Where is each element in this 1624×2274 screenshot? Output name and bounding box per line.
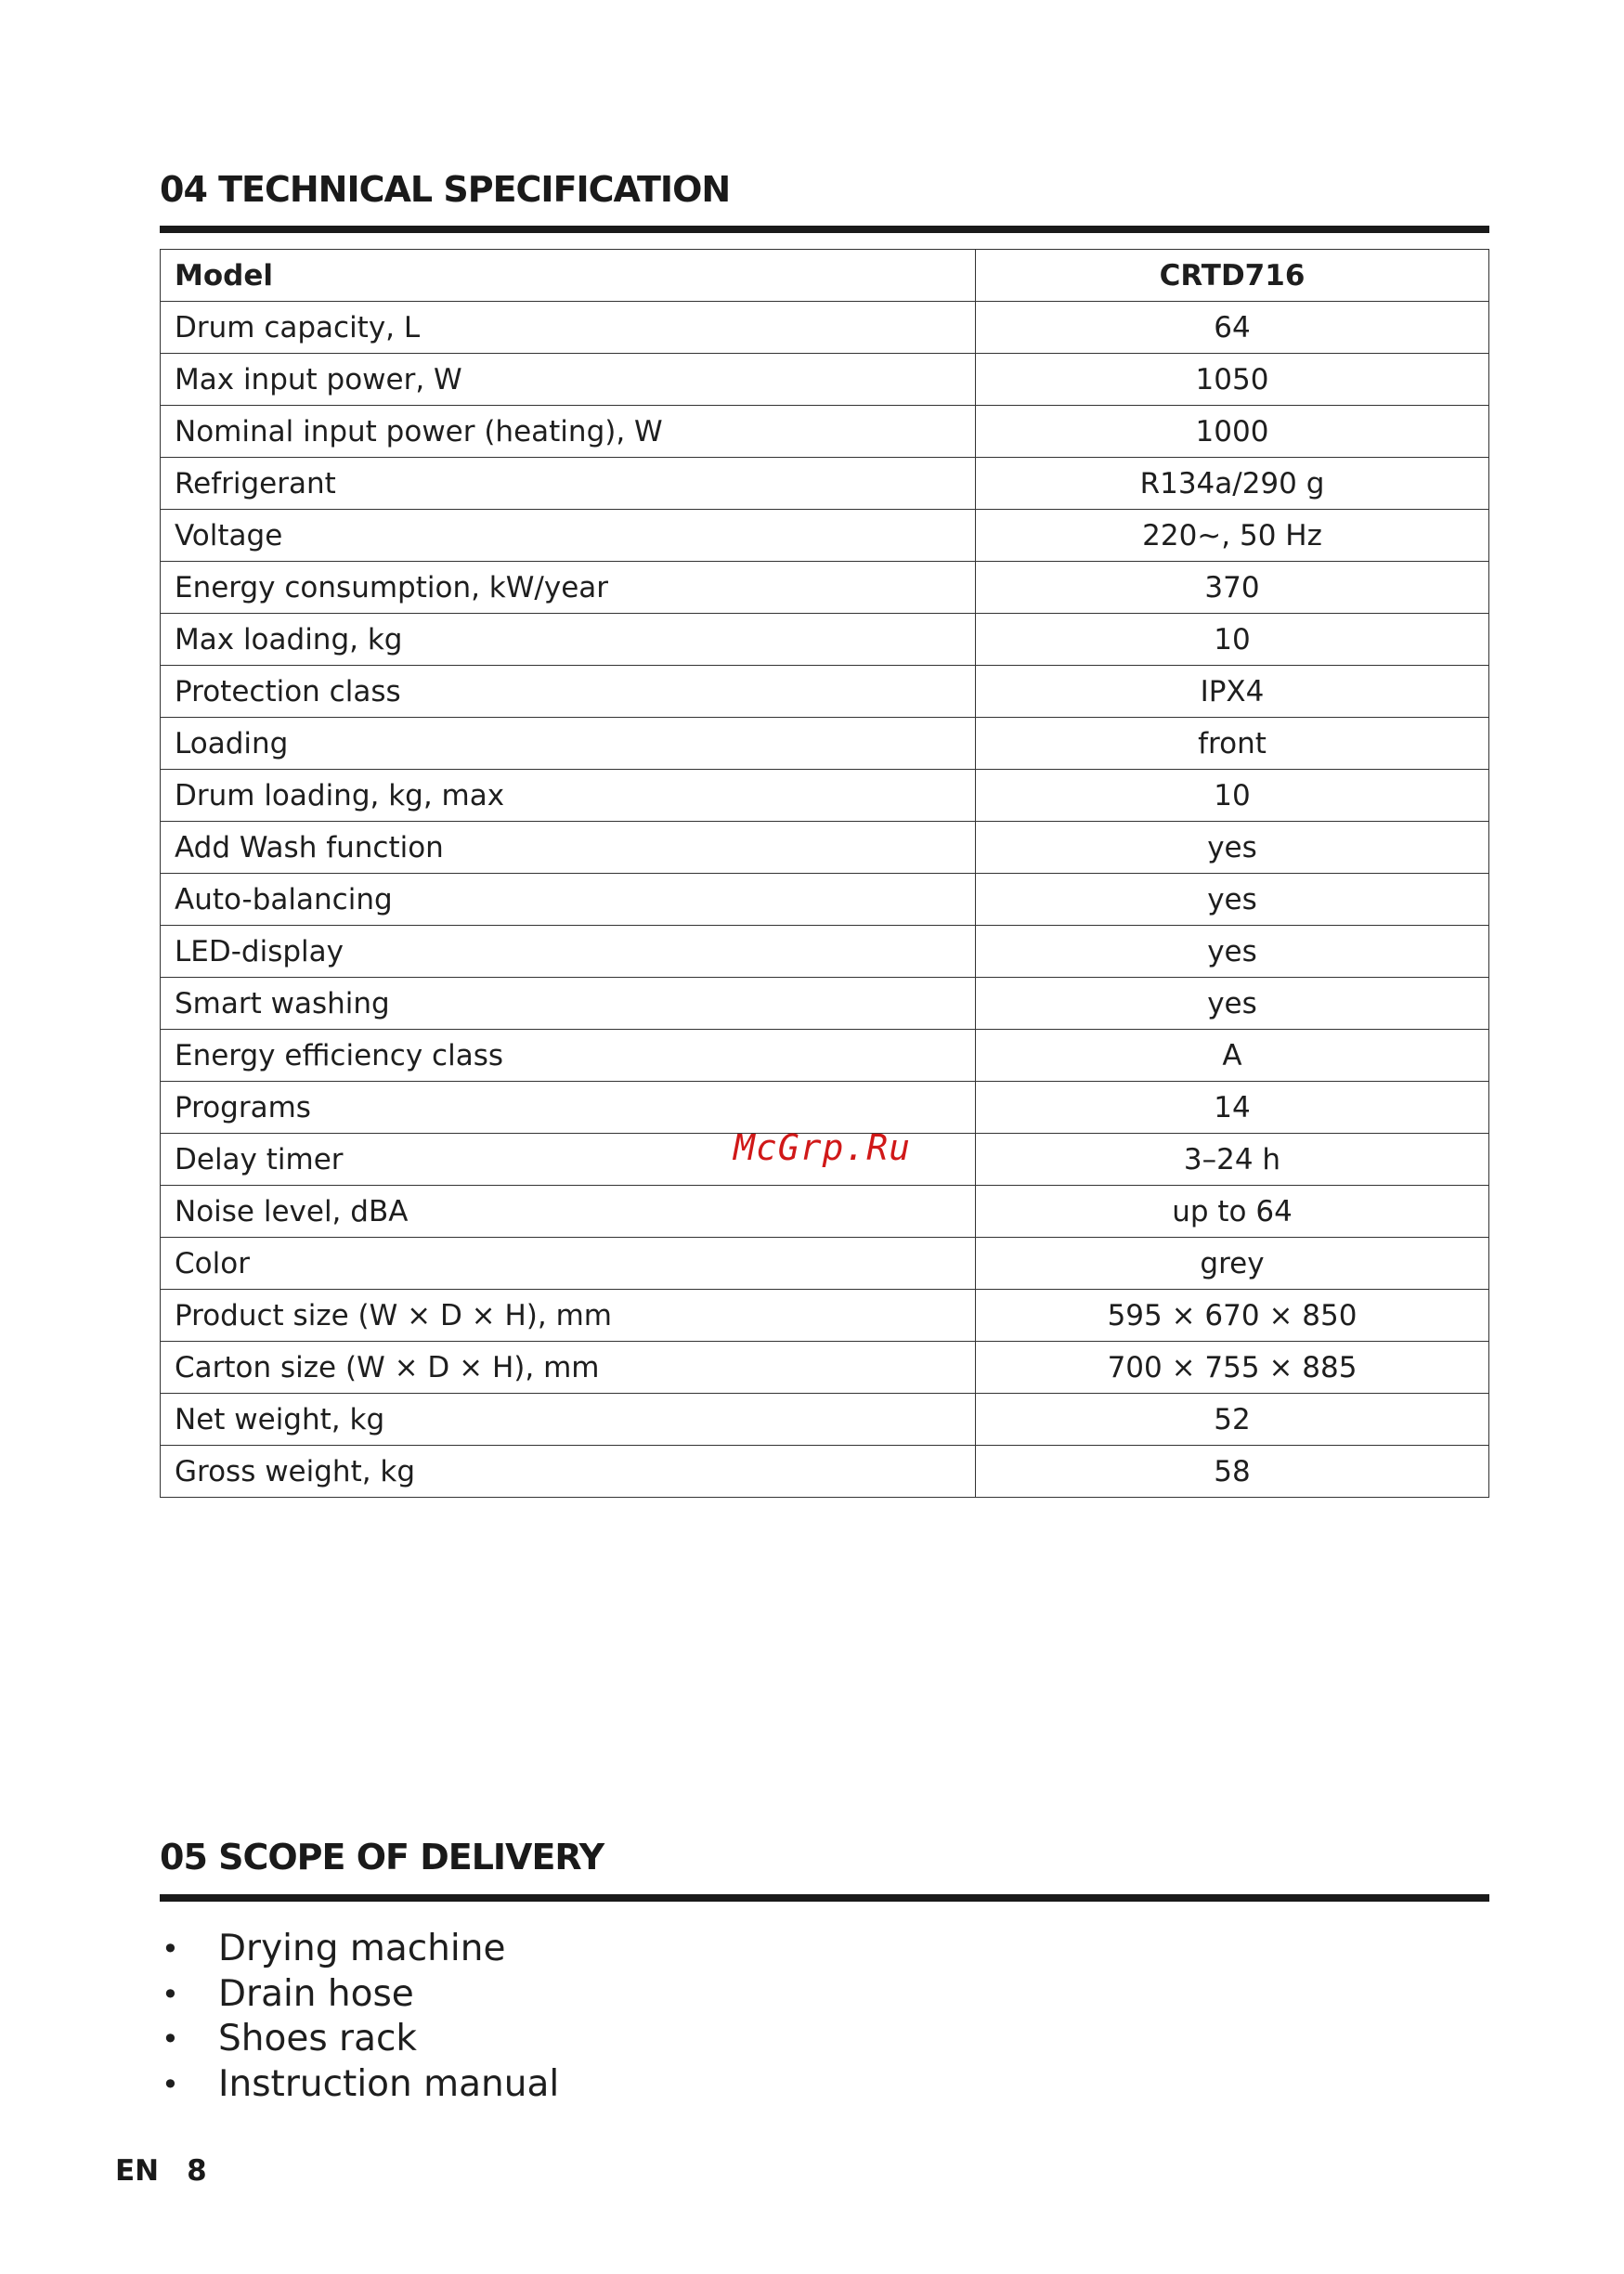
spec-row-label: Drum loading, kg, max (161, 770, 976, 822)
bullet-icon: • (162, 1931, 179, 1967)
spec-section-title: 04 TECHNICAL SPECIFICATION (160, 169, 731, 210)
spec-row-value: 220~, 50 Hz (976, 510, 1489, 562)
spec-row (161, 1238, 1489, 1290)
spec-row-value: R134a/290 g (976, 458, 1489, 510)
spec-row (161, 302, 1489, 354)
watermark: McGrp.Ru (734, 1127, 912, 1168)
delivery-item (160, 1927, 559, 1972)
footer-page-number: 8 (187, 2154, 207, 2188)
spec-row-label: Protection class (161, 666, 976, 718)
spec-header-model: CRTD716 (976, 250, 1489, 302)
delivery-item-label: Instruction manual (218, 2062, 560, 2105)
spec-row (161, 1394, 1489, 1446)
bullet-icon: • (162, 2066, 179, 2102)
spec-row-value: 10 (976, 770, 1489, 822)
spec-row-label: Programs (161, 1082, 976, 1134)
spec-row (161, 510, 1489, 562)
spec-row (161, 614, 1489, 666)
delivery-item (160, 1972, 559, 2018)
spec-row-value: 64 (976, 302, 1489, 354)
spec-row (161, 666, 1489, 718)
spec-row-label: Net weight, kg (161, 1394, 976, 1446)
delivery-title-rule (160, 1894, 1489, 1902)
spec-row (161, 822, 1489, 874)
spec-row (161, 354, 1489, 406)
delivery-item-label: Drain hose (218, 1972, 414, 2015)
spec-row-label: Color (161, 1238, 976, 1290)
delivery-list (160, 1927, 559, 2107)
spec-row-value: yes (976, 822, 1489, 874)
spec-row (161, 1082, 1489, 1134)
bullet-icon: • (162, 2021, 179, 2057)
spec-row-value: 700 × 755 × 885 (976, 1342, 1489, 1394)
spec-row-value: IPX4 (976, 666, 1489, 718)
spec-row-value: up to 64 (976, 1186, 1489, 1238)
page-footer (115, 2154, 207, 2188)
spec-row (161, 926, 1489, 978)
spec-row-value: 370 (976, 562, 1489, 614)
spec-row (161, 1030, 1489, 1082)
spec-row (161, 406, 1489, 458)
spec-row (161, 1446, 1489, 1498)
spec-row (161, 1186, 1489, 1238)
spec-row-value: yes (976, 978, 1489, 1030)
spec-row (161, 1290, 1489, 1342)
spec-row-label: Smart washing (161, 978, 976, 1030)
spec-row-label: Nominal input power (heating), W (161, 406, 976, 458)
spec-row-label: Noise level, dBA (161, 1186, 976, 1238)
bullet-icon: • (162, 1976, 179, 2012)
spec-row-label: Product size (W × D × H), mm (161, 1290, 976, 1342)
spec-row-value: 595 × 670 × 850 (976, 1290, 1489, 1342)
spec-row-label: Add Wash function (161, 822, 976, 874)
spec-row (161, 718, 1489, 770)
delivery-section-title: 05 SCOPE OF DELIVERY (160, 1837, 604, 1878)
spec-row-value: 52 (976, 1394, 1489, 1446)
spec-row-value: 10 (976, 614, 1489, 666)
spec-row-value: 1000 (976, 406, 1489, 458)
spec-row-label: Drum capacity, L (161, 302, 976, 354)
spec-row-value: yes (976, 926, 1489, 978)
spec-row (161, 874, 1489, 926)
spec-row-label: LED-display (161, 926, 976, 978)
spec-row-value: yes (976, 874, 1489, 926)
spec-row-label: Refrigerant (161, 458, 976, 510)
spec-row-value: 58 (976, 1446, 1489, 1498)
spec-row (161, 458, 1489, 510)
delivery-item-label: Drying machine (218, 1928, 506, 1969)
spec-row (161, 1342, 1489, 1394)
spec-header-row (161, 250, 1489, 302)
spec-row-value: front (976, 718, 1489, 770)
spec-row-label: Gross weight, kg (161, 1446, 976, 1498)
spec-row (161, 770, 1489, 822)
spec-row-value: 1050 (976, 354, 1489, 406)
delivery-item (160, 2017, 559, 2062)
spec-row-label: Max input power, W (161, 354, 976, 406)
spec-header-label: Model (161, 250, 976, 302)
spec-row-label: Max loading, kg (161, 614, 976, 666)
delivery-item-label: Shoes rack (218, 2018, 418, 2060)
spec-row-label: Loading (161, 718, 976, 770)
spec-row-label: Energy consumption, kW/year (161, 562, 976, 614)
spec-row-label: Auto-balancing (161, 874, 976, 926)
spec-row (161, 562, 1489, 614)
spec-row-value: 3–24 h (976, 1134, 1489, 1186)
spec-row-label: Voltage (161, 510, 976, 562)
spec-row-label: Delay timer (161, 1134, 976, 1186)
spec-table (160, 249, 1489, 1498)
spec-row-value: 14 (976, 1082, 1489, 1134)
spec-row (161, 978, 1489, 1030)
spec-title-rule (160, 226, 1489, 233)
spec-row-label: Carton size (W × D × H), mm (161, 1342, 976, 1394)
spec-row-value: A (976, 1030, 1489, 1082)
spec-row-label: Energy efficiency class (161, 1030, 976, 1082)
delivery-item (160, 2062, 559, 2108)
spec-row-value: grey (976, 1238, 1489, 1290)
footer-language: EN (115, 2154, 160, 2188)
